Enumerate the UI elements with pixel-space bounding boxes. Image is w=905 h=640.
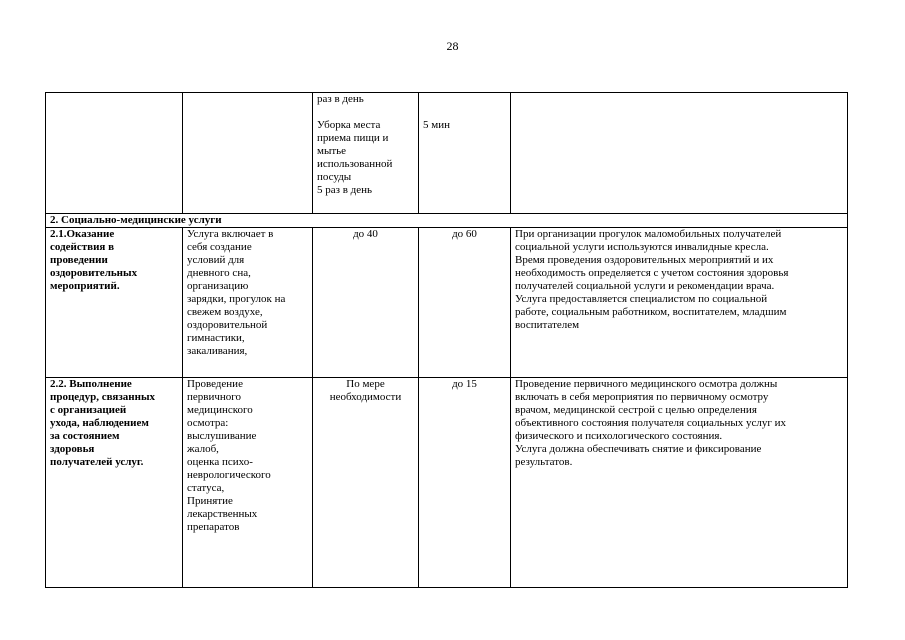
text-line: 5 мин — [423, 119, 450, 131]
text-line: работе, социальным работником, воспитателем, младшим — [515, 306, 787, 318]
text-line: условий для — [187, 254, 245, 266]
service-notes — [511, 378, 848, 588]
text-line: медицинского — [187, 404, 253, 416]
page-number: 28 — [446, 39, 459, 53]
text-line: 2.1.Оказание — [50, 228, 115, 240]
text-line: проведении — [50, 254, 108, 266]
text-line: жалоб, — [187, 443, 219, 455]
text-line: дневного сна, — [187, 267, 251, 279]
text-line: приема пищи и — [317, 132, 389, 144]
text-line: за состоянием — [50, 430, 120, 442]
service-time: до 15 — [419, 378, 511, 588]
text-line: воспитателем — [515, 319, 580, 331]
text-line: оздоровительной — [187, 319, 268, 331]
text-line: закаливания, — [187, 345, 248, 357]
text-line: Принятие — [187, 495, 233, 507]
text-line: объективного состояния получателя социальных услуг их — [515, 417, 787, 429]
cell-frequency-continued — [313, 93, 419, 214]
text-line: По мере — [346, 378, 385, 390]
text-line: необходимость определяется с учетом состояния здоровья — [515, 267, 789, 279]
services-table — [45, 92, 848, 588]
text-line: препаратов — [187, 521, 240, 533]
text-line: оценка психо- — [187, 456, 253, 468]
service-title — [46, 378, 183, 588]
service-notes — [511, 228, 848, 378]
text-line: содействия в — [50, 241, 115, 253]
service-title — [46, 228, 183, 378]
text-line: 2.2. Выполнение — [50, 378, 132, 390]
text-line: Услуга должна обеспечивать снятие и фиксирование — [515, 443, 762, 455]
cell-empty — [511, 93, 848, 214]
table-row-2-2 — [46, 378, 848, 588]
text-line: социальной услуги используются инвалидные кресла. — [515, 241, 769, 253]
text-line: неврологического — [187, 469, 271, 481]
service-description — [183, 228, 313, 378]
cell-empty — [183, 93, 313, 214]
cell-time-continued — [419, 93, 511, 214]
text-line: включать в себя мероприятия по первичному осмотру — [515, 391, 769, 403]
text-line: посуды — [317, 171, 352, 183]
text-line: свежем воздухе, — [187, 306, 263, 318]
cell-empty — [46, 93, 183, 214]
text-line: с организацией — [50, 404, 127, 416]
text-line: мероприятий. — [50, 280, 120, 292]
text-line: здоровья — [50, 443, 95, 455]
text-line: гимнастики, — [187, 332, 245, 344]
text-line: использованной — [317, 158, 393, 170]
section-header-row — [46, 214, 848, 228]
service-time: до 60 — [419, 228, 511, 378]
service-description — [183, 378, 313, 588]
section-header: 2. Социально-медицинские услуги — [46, 214, 848, 228]
text-line: получателей услуг. — [50, 456, 144, 468]
text-line: Услуга предоставляется специалистом по социальной — [515, 293, 768, 305]
text-line: 5 раз в день — [317, 184, 373, 196]
text-line: организацию — [187, 280, 249, 292]
text-line: Проведение — [187, 378, 243, 390]
text-line: Уборка места — [317, 119, 381, 131]
table-row-continuation — [46, 93, 848, 214]
text-line: врачом, медицинской сестрой с целью определения — [515, 404, 757, 416]
text-line: Проведение первичного медицинского осмотра должны — [515, 378, 778, 390]
text-line: ухода, наблюдением — [50, 417, 149, 429]
text-line: первичного — [187, 391, 242, 403]
text-line: физического и психологического состояния. — [515, 430, 723, 442]
text-line: процедур, связанных — [50, 391, 156, 403]
text-line: осмотра: — [187, 417, 229, 429]
text-line: раз в день — [317, 93, 364, 105]
text-line: мытье — [317, 145, 347, 157]
service-frequency: до 40 — [313, 228, 419, 378]
text-line: себя создание — [187, 241, 252, 253]
text-line: необходимости — [329, 391, 402, 403]
text-line: Услуга включает в — [187, 228, 274, 240]
text-line: лекарственных — [187, 508, 258, 520]
table-row-2-1 — [46, 228, 848, 378]
text-line: Время проведения оздоровительных мероприятий и их — [515, 254, 774, 266]
text-line: зарядки, прогулок на — [187, 293, 286, 305]
text-line: статуса, — [187, 482, 225, 494]
text-line: получателей социальной услуги и рекомендации врача. — [515, 280, 775, 292]
text-line: выслушивание — [187, 430, 257, 442]
text-line: оздоровительных — [50, 267, 138, 279]
service-frequency — [313, 378, 419, 588]
text-line: результатов. — [515, 456, 573, 468]
text-line: При организации прогулок маломобильных получателей — [515, 228, 782, 240]
